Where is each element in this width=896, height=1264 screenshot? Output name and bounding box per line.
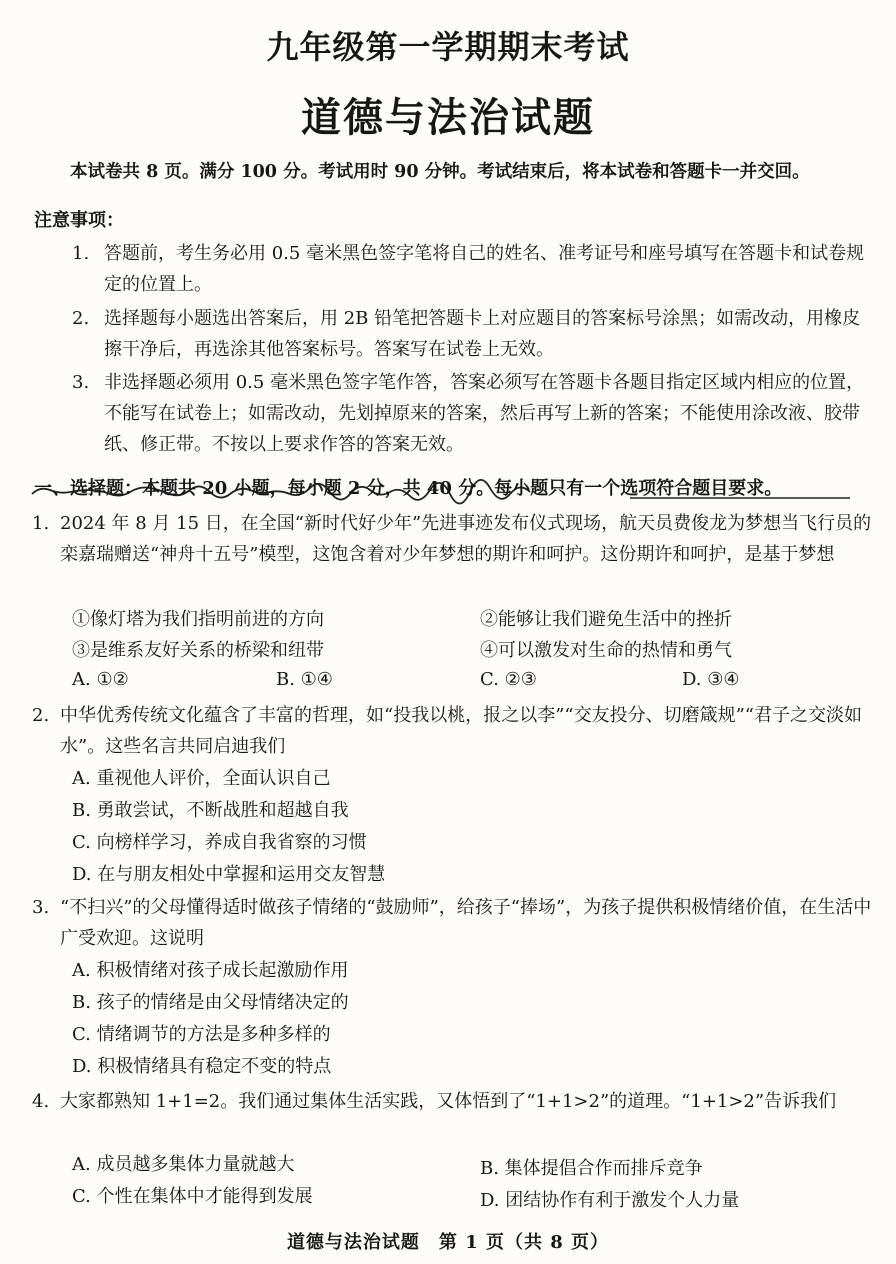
notice-item-number: 2. — [72, 308, 90, 329]
question-stem: 大家都熟知 1+1=2。我们通过集体生活实践，又体悟到了“1+1>2”的道理。“1+1>2”告诉我们 — [60, 1091, 837, 1112]
statement: ④可以激发对生命的热情和勇气 — [480, 640, 732, 661]
subject-title: 道德与法治试题 — [301, 94, 595, 141]
notice-item-number: 1. — [72, 243, 90, 264]
question-stem: 2024 年 8 月 15 日，在全国“新时代好少年”先进事迹发布仪式现场，航天员费俊龙为梦想当飞行员的栾嘉瑞赠送“神舟十五号”模型，这饱含着对少年梦想的期许和呵护。这份期许和呵护，是基于梦想 — [60, 513, 872, 565]
answer-option: B. ①④ — [276, 669, 333, 690]
exam-intro: 本试卷共 8 页。满分 100 分。考试用时 90 分钟。考试结束后，将本试卷和答题卡一并交回。 — [70, 162, 810, 182]
answer-option: A. 成员越多集体力量就越大 — [72, 1154, 295, 1175]
answer-option: D. 在与朋友相处中掌握和运用交友智慧 — [72, 864, 386, 885]
question — [32, 700, 872, 762]
question-number: 2. — [32, 705, 50, 726]
statement: ③是维系友好关系的桥梁和纽带 — [72, 640, 324, 661]
notice-heading: 注意事项： — [34, 210, 124, 231]
answer-option: D. 团结协作有利于激发个人力量 — [480, 1190, 740, 1211]
answer-option: A. 积极情绪对孩子成长起激励作用 — [72, 960, 349, 981]
question — [32, 1086, 872, 1117]
answer-option: C. ②③ — [480, 669, 537, 690]
answer-option: A. ①② — [72, 669, 129, 690]
section-heading: 一、选择题：本题共 20 小题，每小题 2 分，共 40 分。每小题只有一个选项符合题目要求。 — [34, 478, 783, 499]
question — [32, 892, 872, 954]
answer-option: B. 集体提倡合作而排斥竞争 — [480, 1158, 703, 1179]
page-footer: 道德与法治试题 第 1 页（共 8 页） — [286, 1232, 610, 1253]
answer-option: B. 孩子的情绪是由父母情绪决定的 — [72, 992, 349, 1013]
notice-item — [72, 238, 872, 300]
answer-option: C. 情绪调节的方法是多种多样的 — [72, 1024, 331, 1045]
question-number: 4. — [32, 1091, 50, 1112]
notice-item — [72, 367, 872, 460]
statement: ②能够让我们避免生活中的挫折 — [480, 609, 732, 630]
answer-option: D. ③④ — [682, 669, 740, 690]
answer-option: A. 重视他人评价，全面认识自己 — [72, 768, 331, 789]
statement: ①像灯塔为我们指明前进的方向 — [72, 609, 324, 630]
question-stem: 中华优秀传统文化蕴含了丰富的哲理，如“投我以桃，报之以李”“交友投分、切磨箴规”“君子之交淡如水”。这些名言共同启迪我们 — [60, 705, 863, 757]
notice-item-text: 答题前，考生务必用 0.5 毫米黑色签字笔将自己的姓名、准考证号和座号填写在答题卡和试卷规定的位置上。 — [104, 243, 865, 295]
answer-option: C. 向榜样学习，养成自我省察的习惯 — [72, 832, 367, 853]
question — [32, 508, 872, 570]
question-number: 1. — [32, 513, 50, 534]
answer-option: B. 勇敢尝试，不断战胜和超越自我 — [72, 800, 349, 821]
notice-item-text: 选择题每小题选出答案后，用 2B 铅笔把答题卡上对应题目的答案标号涂黑；如需改动，用橡皮擦干净后，再选涂其他答案标号。答案写在试卷上无效。 — [104, 308, 861, 360]
answer-option: C. 个性在集体中才能得到发展 — [72, 1186, 313, 1207]
notice-item-number: 3. — [72, 372, 90, 393]
notice-item-text: 非选择题必须用 0.5 毫米黑色签字笔作答，答案必须写在答题卡各题目指定区域内相应的位置，不能写在试卷上；如需改动，先划掉原来的答案，然后再写上新的答案；不能使用涂改液、胶带纸、修正带。不按以上要求作答的答案无效。 — [104, 372, 865, 455]
question-stem: “不扫兴”的父母懂得适时做孩子情绪的“鼓励师”，给孩子“捧场”，为孩子提供积极情绪价值，在生活中广受欢迎。这说明 — [60, 897, 872, 949]
notice-item — [72, 303, 872, 365]
answer-option: D. 积极情绪具有稳定不变的特点 — [72, 1056, 332, 1077]
exam-title: 九年级第一学期期末考试 — [266, 28, 630, 66]
question-number: 3. — [32, 897, 50, 918]
